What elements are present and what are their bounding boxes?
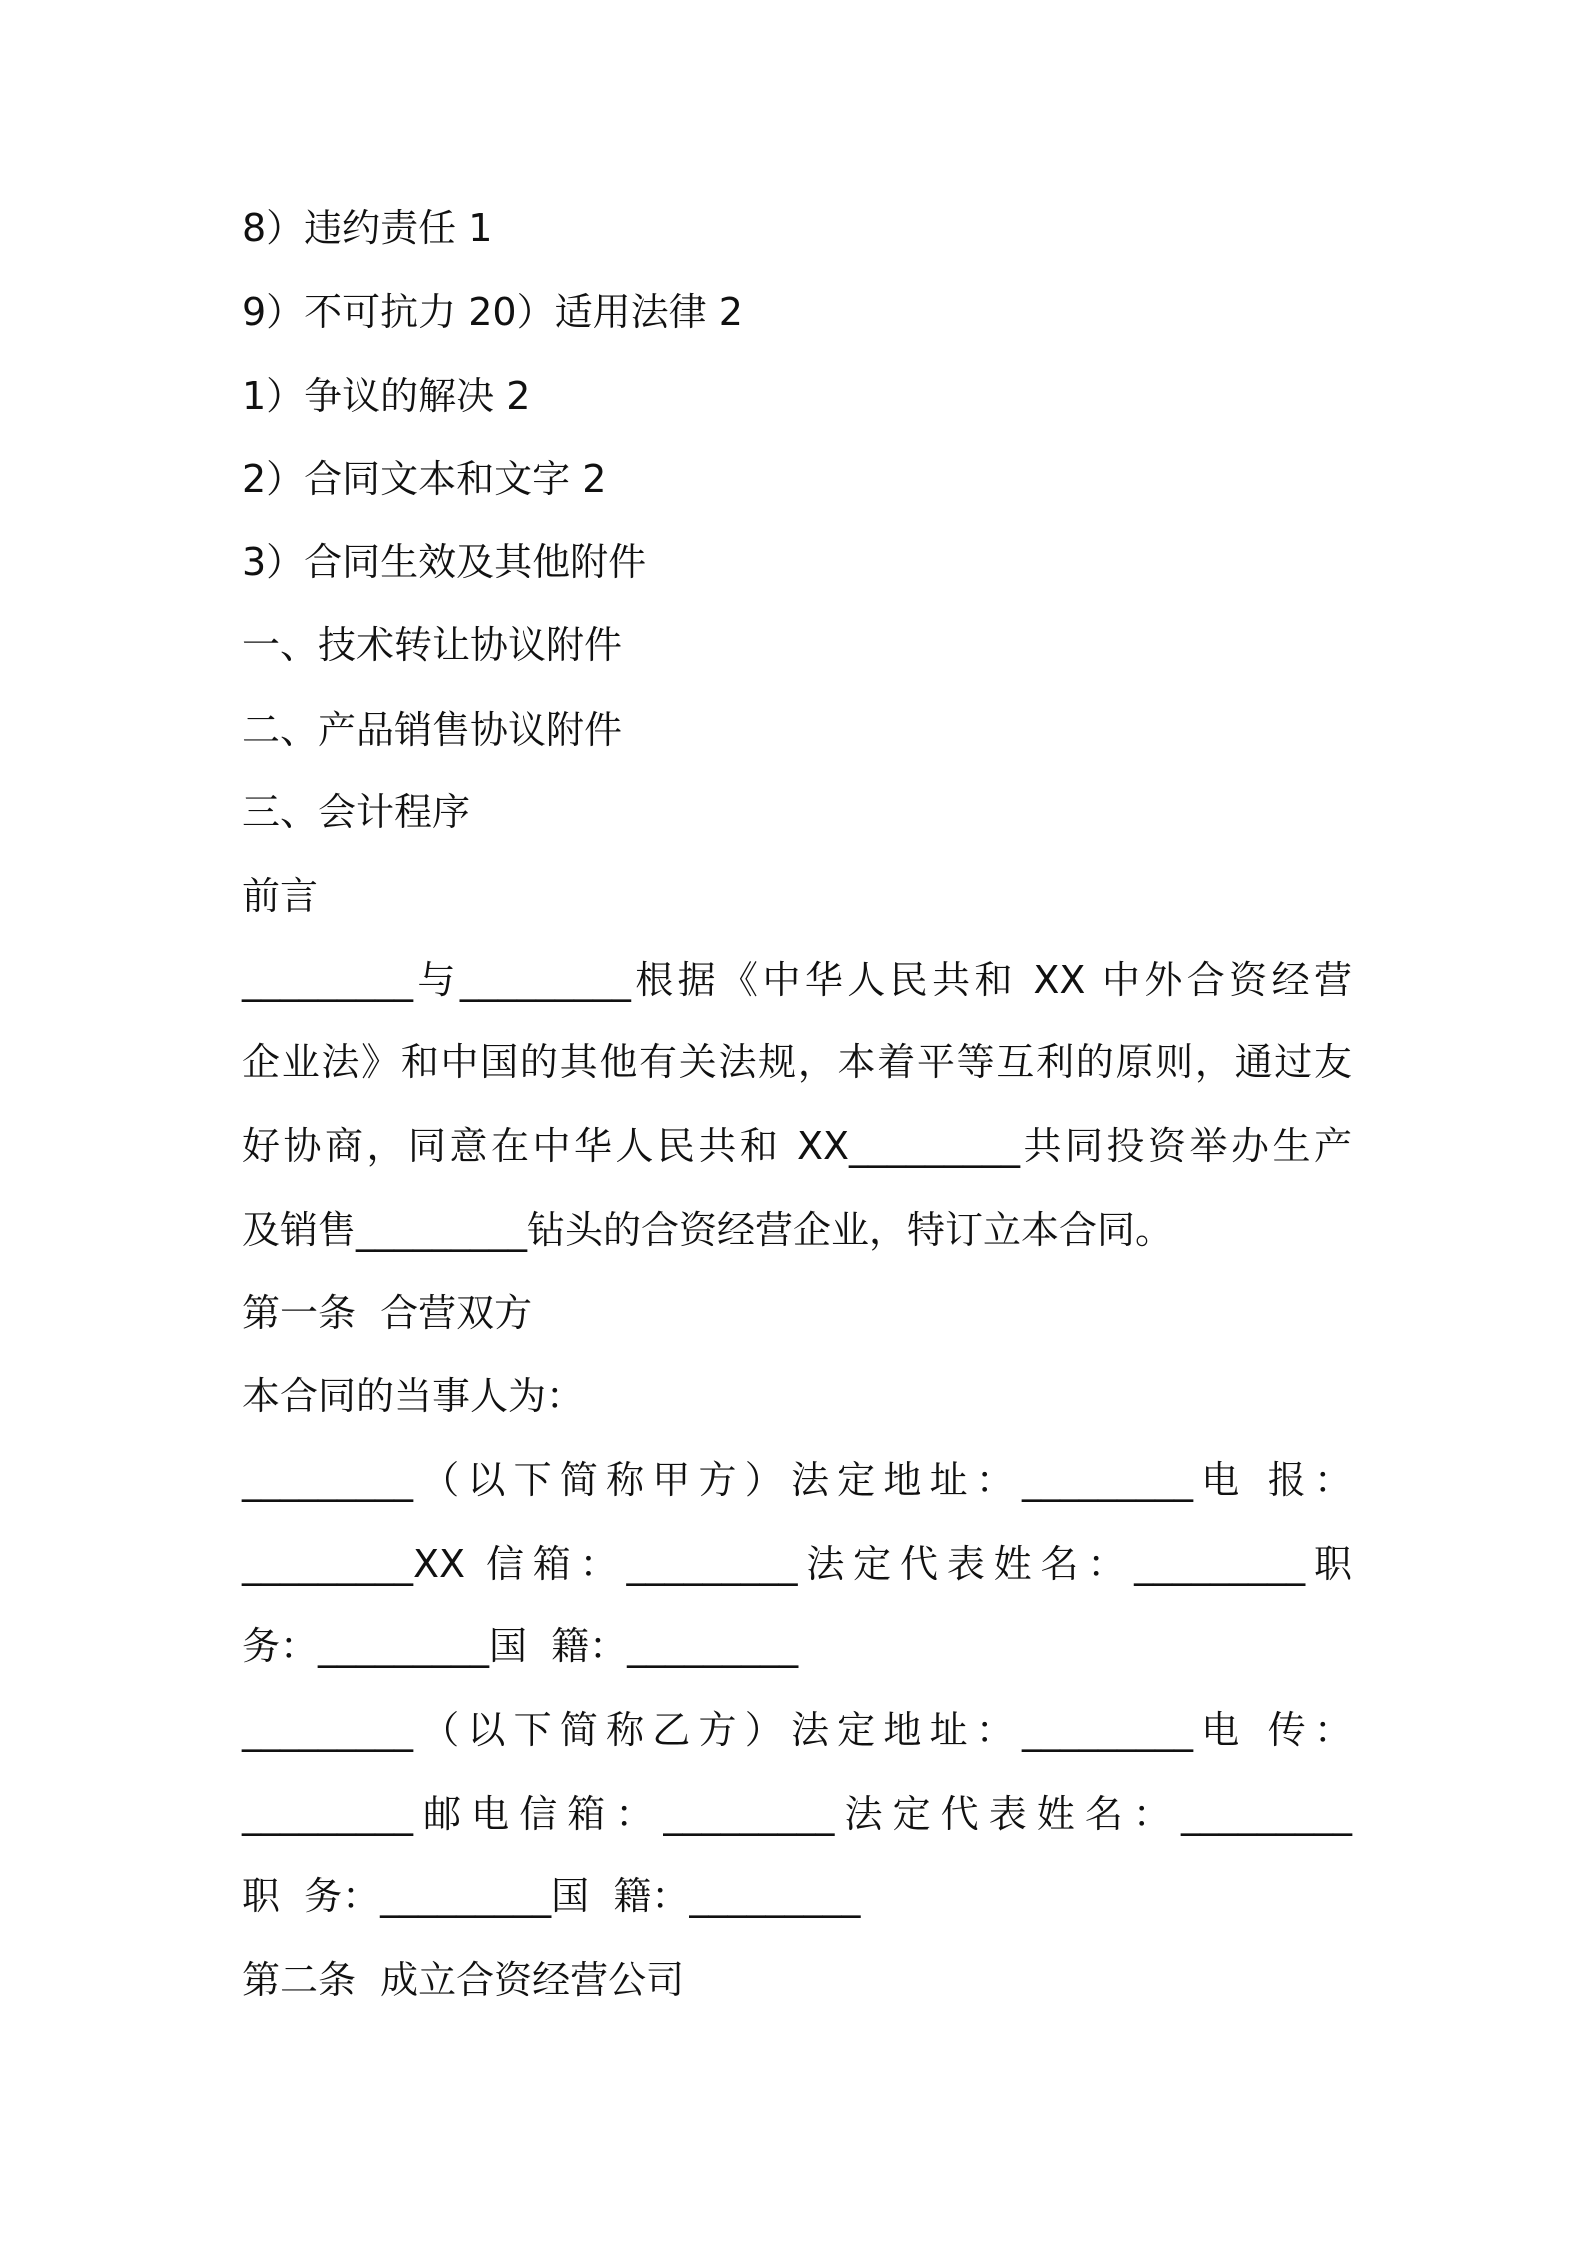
article-2-heading: 第二条 成立合资经营公司 — [242, 1958, 685, 2002]
article-1-heading: 第一条 合营双方 — [242, 1291, 533, 1335]
appendix-3: 三、会计程序 — [242, 790, 471, 834]
toc-item-1: 1）争议的解决 2 — [242, 374, 531, 418]
preface-line: 企业法》和中国的其他有关法规，本着平等互利的原则，通过友 — [242, 1040, 1352, 1084]
appendix-2: 二、产品销售协议附件 — [242, 708, 623, 752]
toc-item-9-20: 9）不可抗力 20）适用法律 2 — [242, 290, 743, 334]
party-a-line: _________（以下简称甲方）法定地址：_________电 报： — [242, 1458, 1352, 1502]
party-a-line: 务：_________国 籍：_________ — [242, 1624, 799, 1668]
preface-line: 好协商，同意在中华人民共和 XX_________共同投资举办生产 — [242, 1124, 1352, 1168]
preface-line: _________与_________根据《中华人民共和 XX 中外合资经营 — [242, 958, 1352, 1002]
toc-item-3: 3）合同生效及其他附件 — [242, 540, 647, 584]
party-b-line: _________（以下简称乙方）法定地址：_________电 传： — [242, 1708, 1352, 1752]
preface-heading: 前言 — [242, 874, 319, 918]
party-b-line: _________邮电信箱：_________法定代表姓名：_________ — [242, 1792, 1352, 1836]
article-1-intro: 本合同的当事人为： — [242, 1374, 585, 1418]
toc-item-8: 8）违约责任 1 — [242, 206, 493, 250]
party-a-line: _________XX 信箱：_________法定代表姓名：_________职 — [242, 1542, 1352, 1586]
preface-line: 及销售_________钻头的合资经营企业，特订立本合同。 — [242, 1208, 1174, 1252]
toc-item-2: 2）合同文本和文字 2 — [242, 457, 607, 501]
appendix-1: 一、技术转让协议附件 — [242, 623, 623, 667]
party-b-line: 职 务：_________国 籍：_________ — [242, 1874, 861, 1918]
